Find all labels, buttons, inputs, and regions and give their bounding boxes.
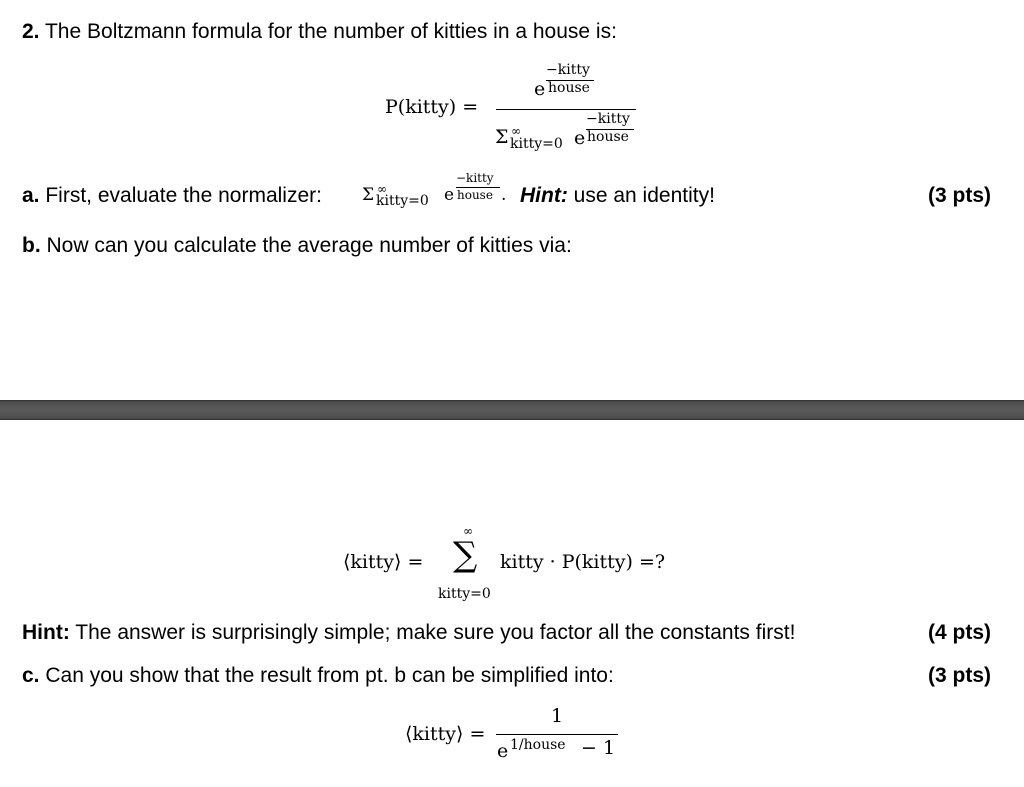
formula3-numerator: 1 [551, 705, 564, 727]
part-b [22, 234, 572, 258]
hint-b-label: Hint: [22, 621, 70, 644]
formula1-num-base: e [534, 78, 546, 100]
part-c-line [22, 664, 614, 688]
formula3-den-rest: − 1 [581, 737, 616, 759]
part-a-upper: ∞ [377, 182, 387, 196]
hint-b-line [22, 621, 795, 645]
page-divider [0, 400, 1024, 420]
part-a-points: (3 pts) [928, 184, 991, 207]
formula3-den-base: e [497, 740, 509, 762]
part-a-period: . [501, 185, 507, 205]
part-a-sup-bottom: house [457, 188, 493, 202]
part-c-text: Can you show that the result from pt. b can be simplified into: [45, 664, 614, 687]
part-b-label: b. [22, 234, 41, 257]
formula1-lhs: P(kitty) = [385, 96, 479, 118]
part-a-hint-label: Hint: [520, 184, 568, 207]
formula1-den-lower: kitty=0 [510, 136, 563, 152]
part-a-text: First, evaluate the normalizer: [45, 184, 322, 207]
formula1-den-base: e [574, 127, 586, 149]
part-a-text-line [22, 184, 322, 208]
formula1-den-sup-top: −kitty [586, 111, 630, 127]
part-c-points: (3 pts) [928, 664, 991, 687]
formula2-lower: kitty=0 [438, 586, 491, 602]
part-a-sigma: Σ [362, 185, 375, 205]
part-c-label: c. [22, 664, 40, 687]
formula2-sigma: ∑ [453, 535, 478, 575]
question-number: 2. [22, 20, 40, 43]
formula2-upper: ∞ [463, 524, 473, 538]
formula1-num-sup-top: −kitty [546, 62, 590, 78]
question-2-heading [22, 20, 617, 44]
formula1-den-sigma: Σ [495, 126, 509, 148]
part-a-hint [520, 184, 715, 208]
part-a-label: a. [22, 184, 40, 207]
formula1-num-sup-bottom: house [548, 80, 590, 96]
formula3-den-sup: 1/house [510, 737, 566, 753]
formula3-fraction-bar [496, 734, 618, 735]
question-title: The Boltzmann formula for the number of kitties in a house is: [44, 20, 617, 43]
part-a-sup-top: −kitty [456, 171, 494, 185]
part-a-lower: kitty=0 [376, 193, 429, 209]
part-b-text: Now can you calculate the average number of kitties via: [46, 234, 572, 257]
formula3-lhs: ⟨kitty⟩ = [405, 723, 486, 745]
formula2-lhs: ⟨kitty⟩ = [343, 551, 424, 573]
formula1-den-sup-bottom: house [587, 129, 629, 145]
formula1-den-upper: ∞ [511, 124, 521, 138]
hint-b-text: The answer is surprisingly simple; make sure you factor all the constants first! [75, 621, 796, 644]
formula1-fraction-bar [496, 109, 636, 110]
part-a-hint-text: use an identity! [573, 184, 715, 207]
formula2-rhs: kitty · P(kitty) =? [500, 551, 666, 573]
hint-b-points: (4 pts) [928, 621, 991, 644]
part-a-base: e [444, 185, 455, 205]
